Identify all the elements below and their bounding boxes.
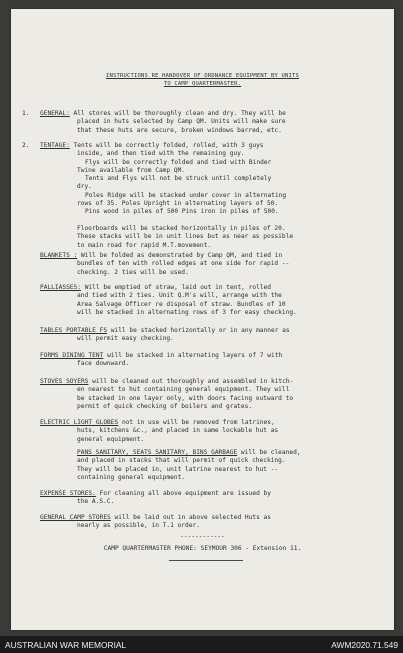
expense-heading: EXPENSE STORES. [40, 490, 96, 497]
expense-section [40, 490, 271, 507]
pans-text-line: will be cleaned, [240, 449, 301, 456]
forms-text-line: will be stacked in alternating layers of 7 with [107, 352, 283, 359]
palliasses-section [40, 284, 297, 317]
tentage-text-line: Twine available from Camp QM. [77, 166, 186, 174]
tentage-text-line: Flys will be correctly folded and tied with Binder [85, 158, 272, 166]
expense-text-line: For cleaning all above equipment are issued by [99, 490, 271, 497]
item-number-2: 2. [22, 142, 30, 149]
stoves-text-line: be stacked in one layer only, with doors facing outward to [77, 394, 294, 402]
caption-bar [0, 636, 403, 653]
general-camp-stores-text-line: nearly as possible, in T.1 order. [77, 522, 200, 530]
accession-number: AWM2020.71.549 [331, 640, 398, 650]
tentage-text-line: dry. [77, 183, 92, 191]
pans-heading: PANS SANITARY, SEATS SANITARY, BINS GARBAGE [77, 449, 238, 456]
palliasses-heading: PALLIASSES: [40, 284, 81, 291]
stoves-section [40, 378, 293, 411]
forms-text-line: face downward. [77, 360, 130, 368]
tentage-text-line: inside, and then tied with the remaining guy. [77, 150, 245, 158]
electric-text-line: not in use will be removed from latrines, [121, 419, 275, 426]
tentage-text-line: These stacks will be in unit lines but as near as possible [77, 233, 294, 241]
general-section [40, 110, 286, 135]
pans-section [40, 449, 301, 482]
general-camp-stores-section [40, 514, 271, 531]
palliasses-text-line: Area Salvage Officer re disposal of straw. Bundles of 10 [77, 300, 286, 308]
general-text-line: All stores will be thoroughly clean and dry. They will be [73, 110, 286, 117]
palliasses-text-line: will be stacked in alternating rows of 3 for easy checking. [77, 308, 297, 316]
forms-heading: FORMS DINING TENT [40, 352, 104, 359]
tentage-text-line [40, 217, 293, 225]
electric-text-line: general equipment. [77, 435, 145, 443]
forms-section [40, 352, 282, 369]
tables-section [40, 327, 290, 344]
general-text-line: placed in huts selected by Camp QM. Units will make sure [77, 118, 286, 126]
general-text-line: that these huts are secure, broken windows barred, etc. [77, 126, 282, 134]
electric-text-line: huts, kitchens &c., and placed in same lockable hut as [77, 427, 279, 435]
tentage-text-line: Poles Ridge will be stacked under cover in alternating [85, 191, 287, 199]
tentage-text-line: to main road for rapid M.T.movement. [77, 241, 212, 249]
tentage-text-line: Tents will be correctly folded, rolled, with 3 guys [73, 142, 264, 149]
footer-phone-line: CAMP QUARTERMASTER PHONE: SEYMOUR 306 - Extension 11. [103, 545, 302, 552]
tentage-text-line: Floorboards will be stacked horizontally in piles of 20. [77, 224, 286, 232]
pans-text-line: and placed in stacks that will permit of quick checking. [77, 457, 286, 465]
palliasses-text-line: and tied with 2 ties. Unit Q.M's will, arrange with the [77, 292, 282, 300]
document-page [11, 9, 394, 630]
expense-text-line: the A.S.C. [77, 498, 115, 506]
tentage-text-line: Pins wood in piles of 500 Pins iron in piles of 500. [85, 208, 279, 216]
general-heading: GENERAL: [40, 110, 70, 117]
institution-label: AUSTRALIAN WAR MEMORIAL [5, 640, 127, 650]
footer-rule [169, 560, 243, 561]
pans-text-line: They will be placed in, unit latrine nearest to hut -- [77, 465, 279, 473]
tables-text-line: will permit easy checking. [77, 335, 174, 343]
tentage-section [40, 142, 293, 250]
tentage-text-line: Tents and Flys will not be struck until completely [85, 175, 272, 183]
stoves-text-line: permit of quick checking of boilers and grates. [77, 402, 253, 410]
tentage-text-line: rows of 35. Poles Upright in alternating layers of 50. [77, 200, 279, 208]
general-camp-stores-text-line: will be laid out in above selected Huts as [114, 514, 271, 521]
blankets-heading: BLANKETS : [40, 252, 78, 259]
blankets-text-line: bundles of ten with rolled edges at one side for rapid -- [77, 260, 290, 268]
document-title-line-2: TO CAMP QUARTERMASTER. [163, 81, 242, 87]
document-title-line-1: INSTRUCTIONS RE HANDOVER OF ORDNANCE EQUIPMENT BY UNITS [105, 73, 300, 79]
palliasses-text-line: Will be emptied of straw, laid out in tent, rolled [84, 284, 271, 291]
stoves-text-line: will be cleaned out thoroughly and assembled in kitch- [92, 378, 294, 385]
tables-text-line: will be stacked horizontally or in any manner as [110, 327, 290, 334]
stoves-text-line: en nearest to hut containing general equipment. They will [77, 386, 290, 394]
separator-line: ------------ [180, 533, 225, 540]
blankets-section [40, 252, 289, 277]
blankets-text-line: checking. 2 ties will be used. [77, 268, 189, 276]
stoves-heading: STOVES SOYERS [40, 378, 89, 385]
blankets-text-line: Will be folded as demonstrated by Camp QM, and tied in [81, 252, 283, 259]
electric-section [40, 419, 278, 444]
tables-heading: TABLES PORTABLE FS [40, 327, 108, 334]
general-camp-stores-heading: GENERAL CAMP STORES [40, 514, 111, 521]
tentage-heading: TENTAGE: [40, 142, 70, 149]
item-number-1: 1. [22, 110, 30, 117]
pans-text-line: containing general equipment. [77, 473, 186, 481]
electric-heading: ELECTRIC LIGHT GLOBES [40, 419, 119, 426]
